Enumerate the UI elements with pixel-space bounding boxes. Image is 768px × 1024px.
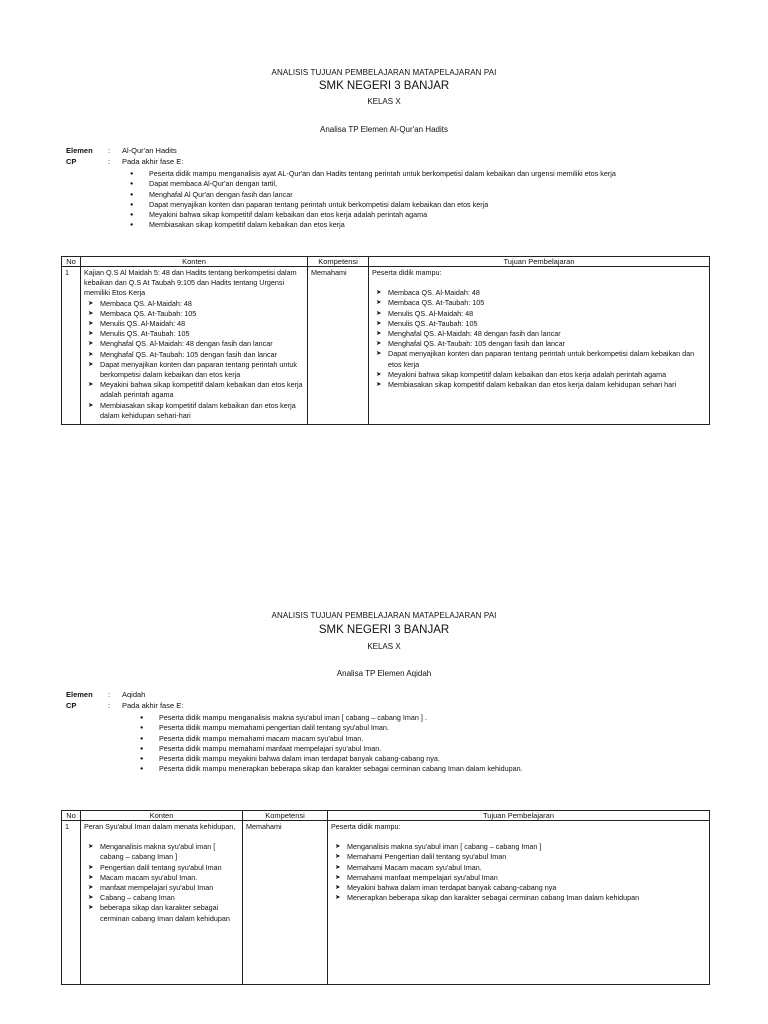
cp-label: CP [66,157,77,166]
tujuan-item: ➤ Meyakini bahwa dalam iman terdapat banyak cabang-cabang nya [331,883,706,893]
konten-item: ➤ Menulis QS. At-Taubah: 105 [84,329,304,339]
tujuan-item: ➤ Menghafal QS. Al-Maidah: 48 dengan fasih dan lancar [372,329,706,339]
document-title: ANALISIS TUJUAN PEMBELAJARAN MATAPELAJARAN PAI [271,68,497,77]
konten-item: ➤ Macam macam syu'abul Iman. [84,873,239,883]
konten-item: ➤ Menghafal QS. Al-Maidah: 48 dengan fasih dan lancar [84,339,304,349]
cp-item: ● Peserta didik mampu meyakini bahwa dalam iman terdapat banyak cabang-cabang nya. [140,754,523,764]
cp-item: ● Membiasakan sikap kompetitif dalam kebaikan dan etos kerja [130,220,616,230]
cell-no: 1 [62,267,81,425]
cp-item: ● Meyakini bahwa sikap kompetitif dalam kebaikan dan etos kerja adalah perintah agama [130,210,616,220]
cp-item: ● Peserta didik mampu menganalisis ayat AL-Qur'an dan Hadits tentang perintah untuk berkompetisi dalam kebaikan dan urgensi memiliki etos kerja [130,169,616,179]
tujuan-item: ➤ Menulis QS. Al-Maidah: 48 [372,309,706,319]
konten-item: ➤ Pengertian dalil tentang syu'abul Iman [84,863,239,873]
tp-table [61,256,710,425]
elemen-value: Aqidah [122,690,146,699]
header-kompetensi: Kompetensi [308,257,369,267]
konten-item: ➤ manfaat mempelajari syu'abul Iman [84,883,239,893]
konten-item: ➤ Meyakini bahwa sikap kompetitif dalam kebaikan dan etos kerja adalah perintah agama [84,380,304,400]
table-row [62,267,710,425]
analysis-heading: Analisa TP Elemen Aqidah [336,669,432,678]
elemen-row: Elemen : Al-Qur'an Hadits [66,146,177,155]
cp-item: ● Dapat menyajikan konten dan paparan tentang perintah untuk berkompetisi dalam kebaikan dan etos kerja [130,200,616,210]
header-tujuan: Tujuan Pembelajaran [328,811,710,821]
tujuan-item: ➤ Membaca QS. At-Taubah: 105 [372,298,706,308]
cell-tujuan [369,267,710,425]
tujuan-item: ➤ Menulis QS. At-Taubah: 105 [372,319,706,329]
tujuan-item: ➤ Memahami Pengertian dalil tentang syu'abul Iman [331,852,706,862]
elemen-label: Elemen [66,690,93,699]
konten-item: ➤ Menghafal QS. At-Taubah: 105 dengan fasih dan lancar [84,350,304,360]
cp-row: CP : Pada akhir fase E: [66,701,184,710]
elemen-row: Elemen : Aqidah [66,690,146,699]
class-label: KELAS X [367,642,401,651]
table-row [62,821,710,985]
header-konten: Konten [81,811,243,821]
cell-konten [81,821,243,985]
header-konten: Konten [81,257,308,267]
cp-list [140,713,523,775]
tujuan-item: ➤ Membiasakan sikap kompetitif dalam kebaikan dan etos kerja dalam kehidupan sehari hari [372,380,706,390]
konten-item: ➤ Cabang – cabang Iman [84,893,239,903]
cp-item: ● Peserta didik mampu menganalisis makna syu'abul iman [ cabang – cabang Iman ] . [140,713,523,723]
tujuan-item: ➤ Menghafal QS. At-Taubah: 105 dengan fasih dan lancar [372,339,706,349]
cell-no: 1 [62,821,81,985]
cp-list [130,169,616,231]
cp-item: ● Peserta didik mampu memahami macam macam syu'abul Iman. [140,734,523,744]
konten-item: ➤ Menganalisis makna syu'abul iman [ cabang – cabang Iman ] [84,842,239,862]
cell-kompetensi: Memahami [308,267,369,425]
konten-item: ➤ beberapa sikap dan karakter sebagai cerminan cabang Iman dalam kehidupan [84,903,239,923]
header-tujuan: Tujuan Pembelajaran [369,257,710,267]
tujuan-item: ➤ Dapat menyajikan konten dan paparan tentang perintah untuk berkompetisi dalam kebaikan dan etos kerja [372,349,706,369]
header-no: No [62,811,81,821]
cp-item: ● Menghafal Al Qur'an dengan fasih dan lancar [130,190,616,200]
document-title: ANALISIS TUJUAN PEMBELAJARAN MATAPELAJARAN PAI [271,611,497,620]
konten-list [84,299,304,421]
cp-row: CP : Pada akhir fase E: [66,157,184,166]
cell-tujuan [328,821,710,985]
konten-intro: Kajian Q.S Al Maidah 5: 48 dan Hadits tentang berkompetisi dalam kebaikan dan Q.S At Taubah 9:105 dan Hadits tentang Urgensi memiliki Etos Kerja [84,268,297,298]
cp-label: CP [66,701,77,710]
tujuan-item: ➤ Meyakini bahwa sikap kompetitif dalam kebaikan dan etos kerja adalah perintah agama [372,370,706,380]
tujuan-list [372,288,706,390]
konten-list [84,842,239,924]
elemen-value: Al-Qur'an Hadits [122,146,177,155]
tujuan-list [331,842,706,903]
tp-table [61,810,710,985]
konten-item: ➤ Dapat menyajikan konten dan paparan tentang perintah untuk berkompetisi dalam kebaikan dan etos kerja [84,360,304,380]
cp-item: ● Peserta didik mampu menerapkan beberapa sikap dan karakter sebagai cerminan cabang Iman dalam kehidupan. [140,764,523,774]
cp-item: ● Peserta didik mampu memahami manfaat mempelajari syu'abul Iman. [140,744,523,754]
elemen-label: Elemen [66,146,93,155]
cp-item: ● Dapat membaca Al-Qur'an dengan tartil, [130,179,616,189]
tujuan-item: ➤ Memahami manfaat mempelajari syu'abul Iman [331,873,706,883]
tujuan-item: ➤ Membaca QS. Al-Maidah: 48 [372,288,706,298]
header-kompetensi: Kompetensi [243,811,328,821]
cp-value: Pada akhir fase E: [122,157,184,166]
konten-item: ➤ Membaca QS. Al-Maidah: 48 [84,299,304,309]
school-name: SMK NEGERI 3 BANJAR [318,624,450,636]
konten-intro: Peran Syu'abul Iman dalam menata kehidupan, [84,822,236,831]
cp-item: ● Peserta didik mampu memahami pengertian dalil tentang syu'abul Iman. [140,723,523,733]
analysis-heading: Analisa TP Elemen Al-Qur'an Hadits [320,125,448,134]
school-name: SMK NEGERI 3 BANJAR [318,80,450,92]
konten-item: ➤ Menulis QS. Al-Maidah: 48 [84,319,304,329]
tujuan-item: ➤ Menerapkan beberapa sikap dan karakter sebagai cerminan cabang Iman dalam kehidupan [331,893,706,903]
tujuan-item: ➤ Memahami Macam macam syu'abul Iman. [331,863,706,873]
konten-item: ➤ Membaca QS. At-Taubah: 105 [84,309,304,319]
table-header-row [62,811,710,821]
konten-item: ➤ Membiasakan sikap kompetitif dalam kebaikan dan etos kerja dalam kehidupan sehari-hari [84,401,304,421]
cell-konten [81,267,308,425]
tujuan-intro: Peserta didik mampu: [331,822,401,831]
cell-kompetensi: Memahami [243,821,328,985]
table-header-row [62,257,710,267]
class-label: KELAS X [367,97,401,106]
cp-value: Pada akhir fase E: [122,701,184,710]
tujuan-intro: Peserta didik mampu: [372,268,442,277]
tujuan-item: ➤ Menganalisis makna syu'abul iman [ cabang – cabang Iman ] [331,842,706,852]
header-no: No [62,257,81,267]
